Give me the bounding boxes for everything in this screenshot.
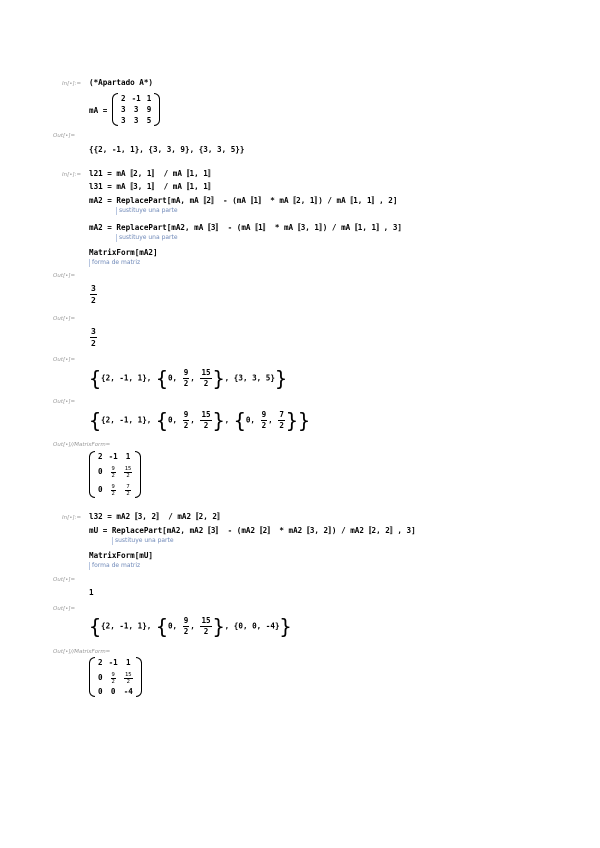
- m-cell: -1: [131, 94, 141, 103]
- output-l32: 1: [89, 588, 94, 597]
- out-label-7: Out[•]=: [53, 577, 76, 583]
- hint-replacepart-3: sustituye una parte: [112, 537, 174, 545]
- m-cell: 3: [121, 116, 126, 125]
- code-mA2-2[interactable]: mA2 = ReplacePart[mA2, mA〚3〛 - (mA〚1〛 * mA〚3, 1〛) / mA〚1, 1〛, 3]: [89, 223, 402, 232]
- frac-den: 2: [183, 627, 189, 636]
- code-l21[interactable]: l21 = mA〚2, 1〛 / mA〚1, 1〛: [89, 169, 216, 178]
- right-paren: [154, 93, 160, 126]
- m-cell: 5: [146, 116, 152, 125]
- m-cell: 0: [98, 484, 103, 494]
- code-matrixform-mA2[interactable]: MatrixForm[mA2]: [89, 248, 158, 257]
- m-cell: [106, 480, 121, 498]
- out-label-9: Out[•]//MatrixForm=: [53, 649, 111, 655]
- in-label-3: In[•]:=: [62, 515, 82, 521]
- right-paren: [135, 451, 141, 498]
- output-frac-l21: [90, 283, 97, 306]
- frac-den: 2: [126, 473, 130, 479]
- m-cell: 2: [98, 658, 103, 667]
- frac-den: 2: [203, 627, 209, 636]
- frac-den: 2: [183, 421, 189, 430]
- frac-num: 9: [111, 466, 115, 472]
- m-cell: [106, 668, 121, 686]
- frac-num: 15: [125, 672, 132, 678]
- frac-num: 9: [183, 368, 189, 377]
- row-1: {2, -1, 1}: [101, 415, 147, 425]
- out-label-1: Out[•]=: [53, 133, 76, 139]
- m-cell: 3: [133, 105, 139, 114]
- output-frac-l31: [90, 326, 97, 349]
- frac-num: 15: [201, 410, 211, 419]
- m-cell: -4: [123, 687, 133, 696]
- row-1: {2, -1, 1}: [101, 621, 147, 631]
- out-label-3: Out[•]=: [53, 316, 76, 322]
- output-matrix-mA2: [89, 451, 141, 498]
- frac-num: 15: [201, 616, 211, 625]
- input-matrix-mA[interactable]: [112, 93, 160, 126]
- frac-num: 7: [126, 484, 130, 490]
- output-list-mU: {{2, -1, 1}, {0, $\frac{9}{2}$ , $\frac{15}{2}$ }, {0, 0, -4}}: [89, 614, 292, 639]
- row-1: {2, -1, 1}: [101, 373, 147, 383]
- code-l31[interactable]: l31 = mA〚3, 1〛 / mA〚1, 1〛: [89, 182, 216, 191]
- row-3: {3, 3, 5}: [233, 373, 275, 383]
- hint-replacepart-2: sustituye una parte: [116, 234, 178, 242]
- m-cell: 3: [121, 105, 126, 114]
- frac-den: 2: [91, 296, 96, 305]
- out-label-5: Out[•]=: [53, 399, 76, 405]
- code-mA2-1[interactable]: mA2 = ReplacePart[mA, mA〚2〛 - (mA〚1〛 * mA〚2, 1〛) / mA〚1, 1〛, 2]: [89, 196, 398, 205]
- out-label-4: Out[•]=: [53, 357, 76, 363]
- row-3: {0, 0, -4}: [233, 621, 280, 631]
- frac-den: 2: [183, 379, 189, 388]
- out-label-6: Out[•]//MatrixForm=: [53, 442, 111, 448]
- frac-num: 15: [124, 466, 132, 472]
- m-cell: 2: [121, 94, 126, 103]
- m-cell: 0: [98, 466, 103, 476]
- out-label-2: Out[•]=: [53, 273, 76, 279]
- row-3-col-1: 0: [245, 415, 251, 425]
- code-mU[interactable]: mU = ReplacePart[mA2, mA2〚3〛 - (mA2〚2〛 * mA2〚3, 2〛) / mA2〚2, 2〛, 3]: [89, 526, 416, 535]
- out-label-8: Out[•]=: [53, 606, 76, 612]
- frac-num: 3: [91, 284, 96, 293]
- comment-line[interactable]: (*Apartado A*): [89, 78, 154, 87]
- in-label-1: In[•]:=: [62, 81, 82, 87]
- frac-num: 9: [183, 410, 189, 419]
- m-cell: 0: [110, 687, 116, 696]
- right-paren: [136, 657, 142, 697]
- frac-num: 3: [91, 327, 96, 336]
- matrix-table: [118, 93, 154, 126]
- m-cell: [106, 462, 121, 480]
- output-list-mA2-1: {{2, -1, 1}, {0, $\frac{9}{2}$ , $\frac{15}{2}$ }, {3, 3, 5}}: [89, 366, 287, 391]
- frac-den: 2: [111, 491, 115, 497]
- row-2-col-1: 0: [167, 373, 173, 383]
- m-cell: -1: [108, 658, 118, 667]
- output-list-1: {{2, -1, 1}, {3, 3, 9}, {3, 3, 5}}: [89, 145, 245, 154]
- row-2-col-1: 0: [167, 621, 173, 631]
- row-2-col-1: 0: [167, 415, 173, 425]
- m-cell: 0: [98, 672, 103, 682]
- frac-den: 2: [279, 421, 284, 430]
- in-label-2: In[•]:=: [62, 172, 82, 178]
- matrix-table: [95, 657, 136, 697]
- m-cell: [121, 668, 136, 686]
- hint-matrixform-1: forma de matriz: [89, 259, 140, 267]
- frac-den: 2: [261, 421, 267, 430]
- output-matrix-mU: [89, 657, 142, 697]
- code-l32[interactable]: l32 = mA2〚3, 2〛 / mA2〚2, 2〛: [89, 512, 225, 521]
- frac-den: 2: [203, 379, 209, 388]
- matrix-table: [95, 451, 135, 498]
- m-cell: 1: [126, 658, 131, 667]
- m-cell: 3: [133, 116, 139, 125]
- frac-num: 7: [279, 410, 284, 419]
- frac-den: 2: [203, 421, 209, 430]
- m-cell: 0: [98, 687, 103, 696]
- output-list-mA2-2: {{2, -1, 1}, {0, $\frac{9}{2}$ , $\frac{15}{2}$ }, {0, $\frac{9}{2}$ , $\frac{7}{2}$ }}: [89, 408, 310, 433]
- hint-replacepart-1: sustituye una parte: [116, 207, 178, 215]
- m-cell: 1: [146, 94, 152, 103]
- frac-den: 2: [111, 679, 115, 685]
- frac-num: 9: [111, 484, 115, 490]
- assign-mA[interactable]: mA =: [89, 106, 108, 115]
- frac-den: 2: [126, 679, 130, 685]
- frac-num: 9: [183, 616, 189, 625]
- frac-num: 9: [111, 672, 115, 678]
- frac-den: 2: [111, 473, 115, 479]
- frac-den: 2: [126, 491, 130, 497]
- code-matrixform-mU[interactable]: MatrixForm[mU]: [89, 551, 154, 560]
- frac-num: 9: [261, 410, 267, 419]
- m-cell: 1: [125, 452, 131, 461]
- m-cell: 9: [146, 105, 152, 114]
- m-cell: [121, 480, 136, 498]
- m-cell: 2: [98, 452, 103, 461]
- m-cell: [121, 462, 136, 480]
- frac-den: 2: [91, 339, 96, 348]
- frac-num: 15: [201, 368, 211, 377]
- m-cell: -1: [108, 452, 118, 461]
- hint-matrixform-2: forma de matriz: [89, 562, 140, 570]
